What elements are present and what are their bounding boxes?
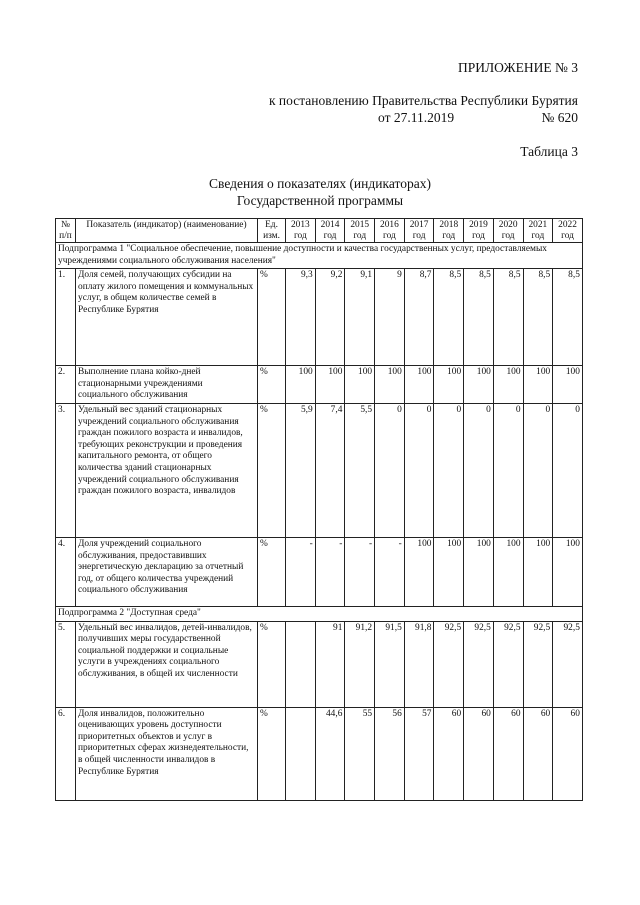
header-unit: Ед. изм. bbox=[258, 219, 286, 243]
row-value: 60 bbox=[464, 707, 494, 800]
row-value: 0 bbox=[493, 403, 523, 537]
row-value: 0 bbox=[375, 403, 405, 537]
row-no: 6. bbox=[56, 707, 76, 800]
table-row bbox=[56, 403, 583, 537]
row-indicator-name: Доля инвалидов, положительно оценивающих уровень доступности приоритетных объектов и услуг в приоритетных сферах жизнедеятельности, в общей численности инвалидов в Республике Бурятия bbox=[76, 707, 258, 800]
indicators-table bbox=[55, 218, 583, 801]
row-value: 60 bbox=[493, 707, 523, 800]
row-value: - bbox=[286, 537, 316, 606]
row-unit: % bbox=[258, 621, 286, 707]
row-value: 44,6 bbox=[315, 707, 345, 800]
table-row bbox=[56, 621, 583, 707]
row-indicator-name: Доля семей, получающих субсидии на оплату жилого помещения и коммунальных услуг, в общем количестве семей в Республике Бурятия bbox=[76, 269, 258, 366]
subprogram-2-title: Подпрограмма 2 "Доступная среда" bbox=[56, 606, 583, 621]
row-value: 92,5 bbox=[493, 621, 523, 707]
row-value: 60 bbox=[523, 707, 553, 800]
row-value: 5,9 bbox=[286, 403, 316, 537]
header-name: Показатель (индикатор) (наименование) bbox=[76, 219, 258, 243]
header-year: 2019 год bbox=[464, 219, 494, 243]
decree-reference: к постановлению Правительства Республики Бурятия bbox=[269, 93, 578, 108]
row-value: 8,7 bbox=[404, 269, 434, 366]
row-no: 2. bbox=[56, 366, 76, 404]
row-value: 0 bbox=[464, 403, 494, 537]
row-unit: % bbox=[258, 537, 286, 606]
header-year: 2021 год bbox=[523, 219, 553, 243]
appendix-heading: ПРИЛОЖЕНИЕ № 3 bbox=[457, 60, 578, 75]
row-value: 100 bbox=[404, 537, 434, 606]
header-year: 2022 год bbox=[553, 219, 583, 243]
header-year: 2015 год bbox=[345, 219, 375, 243]
row-value: 8,5 bbox=[434, 269, 464, 366]
row-indicator-name: Удельный вес инвалидов, детей-инвалидов, получивших меры государственной социальной поддержки и социальные услуги в учреждениях социального обслуживания, в общей их численности bbox=[76, 621, 258, 707]
row-value: 56 bbox=[375, 707, 405, 800]
row-value: 100 bbox=[493, 366, 523, 404]
row-value: - bbox=[345, 537, 375, 606]
row-value: 100 bbox=[286, 366, 316, 404]
header-year: 2017 год bbox=[404, 219, 434, 243]
row-value: 100 bbox=[493, 537, 523, 606]
row-value: 57 bbox=[404, 707, 434, 800]
header-year: 2013 год bbox=[286, 219, 316, 243]
row-value: 9 bbox=[375, 269, 405, 366]
row-value: 9,3 bbox=[286, 269, 316, 366]
row-no: 5. bbox=[56, 621, 76, 707]
row-value bbox=[286, 621, 316, 707]
row-value: 91,8 bbox=[404, 621, 434, 707]
row-indicator-name: Доля учреждений социального обслуживания, предоставивших энергетическую декларацию за отчетный год, от общего количества учреждений социального обслуживания bbox=[76, 537, 258, 606]
row-value: 92,5 bbox=[523, 621, 553, 707]
row-no: 1. bbox=[56, 269, 76, 366]
row-value: 0 bbox=[553, 403, 583, 537]
row-value: 100 bbox=[404, 366, 434, 404]
row-value: 91,2 bbox=[345, 621, 375, 707]
table-header-row bbox=[56, 219, 583, 243]
row-unit: % bbox=[258, 403, 286, 537]
row-value: 91,5 bbox=[375, 621, 405, 707]
row-value: 92,5 bbox=[434, 621, 464, 707]
row-value: 0 bbox=[523, 403, 553, 537]
subprogram-row bbox=[56, 606, 583, 621]
row-value: 100 bbox=[464, 537, 494, 606]
row-value: 5,5 bbox=[345, 403, 375, 537]
header-year: 2014 год bbox=[315, 219, 345, 243]
table-row bbox=[56, 707, 583, 800]
row-unit: % bbox=[258, 269, 286, 366]
table-row bbox=[56, 537, 583, 606]
row-value: 60 bbox=[434, 707, 464, 800]
row-value: 100 bbox=[523, 366, 553, 404]
row-value: 100 bbox=[523, 537, 553, 606]
row-value: 100 bbox=[553, 366, 583, 404]
row-value: 0 bbox=[434, 403, 464, 537]
row-value: - bbox=[375, 537, 405, 606]
row-value: 7,4 bbox=[315, 403, 345, 537]
table-row bbox=[56, 366, 583, 404]
row-value: 55 bbox=[345, 707, 375, 800]
row-value: 60 bbox=[553, 707, 583, 800]
row-value: 100 bbox=[434, 537, 464, 606]
row-value: 100 bbox=[315, 366, 345, 404]
row-unit: % bbox=[258, 707, 286, 800]
row-value: 8,5 bbox=[553, 269, 583, 366]
table-number: Таблица 3 bbox=[520, 144, 578, 159]
row-value: 9,2 bbox=[315, 269, 345, 366]
row-value: 92,5 bbox=[464, 621, 494, 707]
row-no: 3. bbox=[56, 403, 76, 537]
row-no: 4. bbox=[56, 537, 76, 606]
row-value: 0 bbox=[404, 403, 434, 537]
header-year: 2020 год bbox=[493, 219, 523, 243]
header-year: 2016 год bbox=[375, 219, 405, 243]
row-value: 8,5 bbox=[523, 269, 553, 366]
row-value: 100 bbox=[345, 366, 375, 404]
row-indicator-name: Выполнение плана койко-дней стационарными учреждениями социального обслуживания bbox=[76, 366, 258, 404]
row-unit: % bbox=[258, 366, 286, 404]
table-row bbox=[56, 269, 583, 366]
decree-number: № 620 bbox=[541, 110, 578, 125]
row-value: 91 bbox=[315, 621, 345, 707]
header-no: № п/п bbox=[56, 219, 76, 243]
row-value: 92,5 bbox=[553, 621, 583, 707]
row-value: 100 bbox=[434, 366, 464, 404]
row-value: 8,5 bbox=[464, 269, 494, 366]
subprogram-1-title: Подпрограмма 1 "Социальное обеспечение, повышение доступности и качества государственных услуг, предоставляемых учреждениями социального обслуживания населения" bbox=[56, 243, 583, 269]
row-value: 100 bbox=[375, 366, 405, 404]
document-title: Сведения о показателях (индикаторах) Государственной программы bbox=[209, 176, 431, 208]
row-value: 100 bbox=[553, 537, 583, 606]
subprogram-row bbox=[56, 243, 583, 269]
row-value: 9,1 bbox=[345, 269, 375, 366]
row-value: 8,5 bbox=[493, 269, 523, 366]
row-indicator-name: Удельный вес зданий стационарных учреждений социального обслуживания граждан пожилого возраста и инвалидов, требующих реконструкции и проведения капитального ремонта, от общего количества зданий стационарных учреждений социального обслуживания граждан пожилого возраста, инвалидов bbox=[76, 403, 258, 537]
row-value: 100 bbox=[464, 366, 494, 404]
header-year: 2018 год bbox=[434, 219, 464, 243]
row-value bbox=[286, 707, 316, 800]
decree-date: от 27.11.2019 bbox=[378, 110, 455, 125]
row-value: - bbox=[315, 537, 345, 606]
